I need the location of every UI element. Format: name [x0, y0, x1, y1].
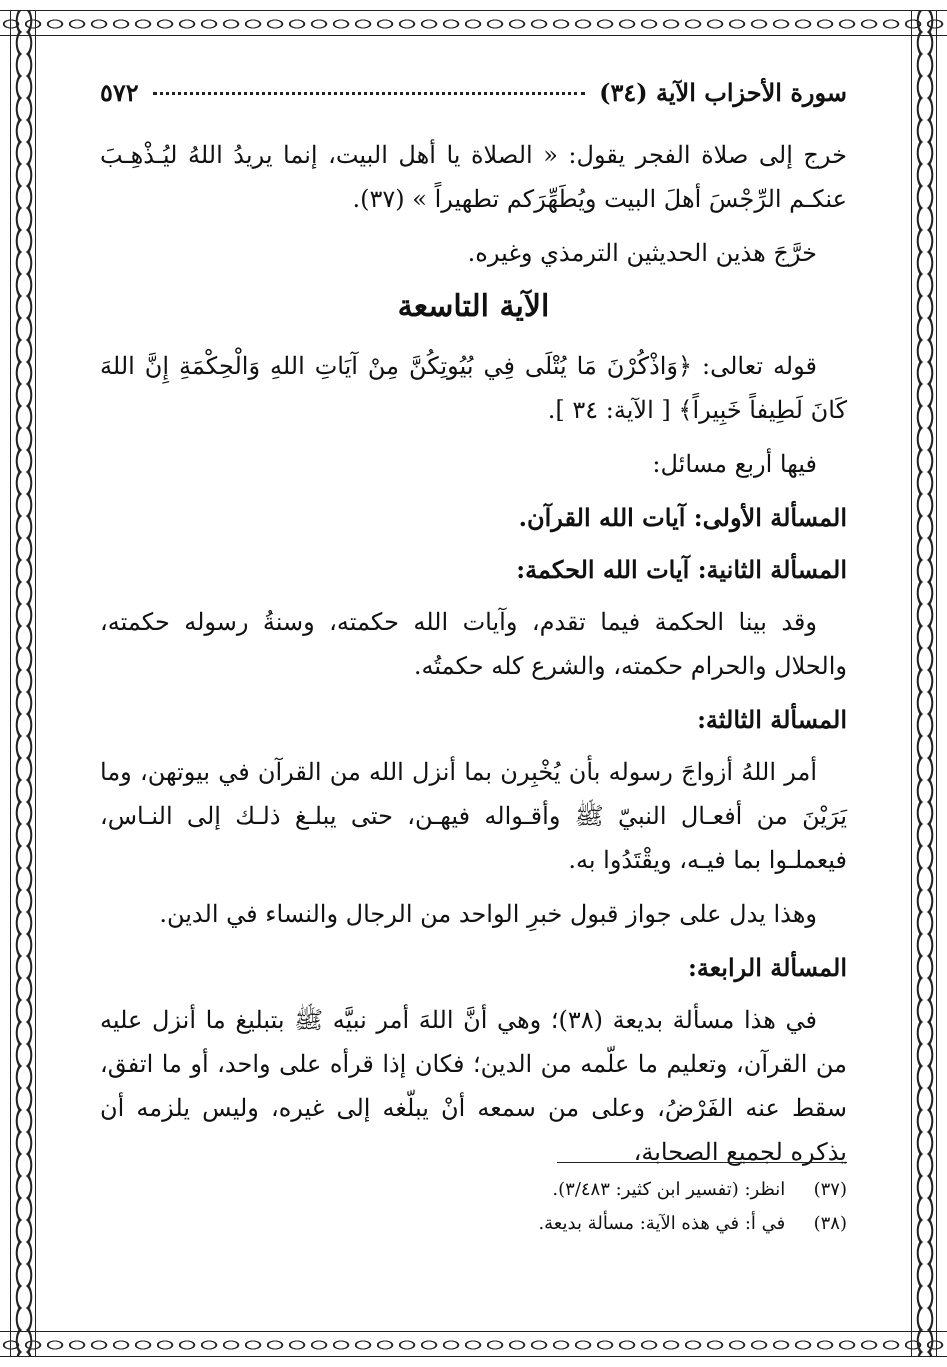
decorative-border-right — [911, 10, 937, 1357]
leader-dots — [153, 92, 585, 95]
paragraph-3: قوله تعالى: ﴿وَاذْكُرْنَ مَا يُتْلَى فِي بُيُوتِكُنَّ مِنْ آيَاتِ اللهِ وَالْحِكْمَةِ إِنَّ اللهَ كَانَ لَطِيفاً خَبِيراً﴾ [ الآية: ٣٤ ]. — [100, 352, 847, 424]
footnote-rule — [557, 1162, 847, 1163]
page-number: ٥٧٢ — [100, 78, 139, 107]
decorative-border-left — [10, 10, 36, 1357]
paragraph-4: فيها أربع مسائل: — [652, 450, 817, 478]
footnote-text: انظر: (تفسير ابن كثير: ٣/٤٨٣). — [552, 1179, 786, 1200]
footnote-number: (٣٧) — [813, 1179, 847, 1200]
paragraph-5: وقد بينا الحكمة فيما تقدم، وآيات الله حكمته، وسنةُ رسوله حكمته، والحلال والحرام حكمته، والشرع كله حكمتُه. — [100, 608, 847, 680]
issue-heading-4: المسألة الرابعة: — [688, 953, 847, 982]
decorative-border-bottom — [0, 1331, 947, 1357]
footnote-item — [100, 1207, 847, 1241]
paragraph-1: خرج إلى صلاة الفجر يقول: « الصلاة يا أهل البيت، إنما يريدُ اللهُ ليُـذْهِـبَ عنكـم الرِّجْسَ أهلَ البيت ويُطَهِّرَكم تطهيراً » (٣٧). — [100, 141, 847, 213]
footnote-text: في أ: في هذه الآية: مسألة بديعة. — [538, 1213, 786, 1234]
footnote-number: (٣٨) — [813, 1213, 847, 1234]
paragraph-2: خرَّجَ هذين الحديثين الترمذي وغيره. — [467, 239, 817, 267]
paragraph-8: في هذا مسألة بديعة (٣٨)؛ وهي أنَّ اللهَ أمر نبيَّه ﷺ بتبليغ ما أنزل عليه من القرآن، وتعليم ما علّمه من الدين؛ فكان إذا قرأه على واحد، أو ما اتفق، سقط عنه الفَرْضُ، وعلى من سمعه أنْ يبلّغه إلى غيره، وليس يلزمه أن يذكره لجميع الصحابة، — [100, 1006, 847, 1166]
decorative-border-top — [0, 10, 947, 36]
paragraph-7: وهذا يدل على جواز قبول خبرِ الواحد من الرجال والنساء في الدين. — [159, 900, 817, 928]
issue-heading-2: المسألة الثانية: آيات الله الحكمة: — [516, 555, 847, 584]
issue-heading-3: المسألة الثالثة: — [697, 705, 847, 734]
footnotes — [100, 1162, 847, 1307]
paragraph-6: أمر اللهُ أزواجَ رسوله بأن يُخْبِرن بما أنزل الله من القرآن في بيوتهن، وما يَرَيْنَ من أفعـال النبيّ ﷺ وأقـواله فيهـن، حتى يبلـغ ذلـك إلى النـاس، فيعملـوا بما فيـه، ويقْتَدُوا به. — [100, 758, 847, 874]
running-head — [100, 78, 847, 107]
issue-heading-1: المسألة الأولى: آيات الله القرآن. — [518, 503, 847, 532]
section-heading: الآية التاسعة — [397, 289, 550, 324]
footnote-item — [100, 1173, 847, 1207]
page-body — [100, 60, 847, 1307]
running-title: سورة الأحزاب الآية (٣٤) — [599, 78, 847, 107]
